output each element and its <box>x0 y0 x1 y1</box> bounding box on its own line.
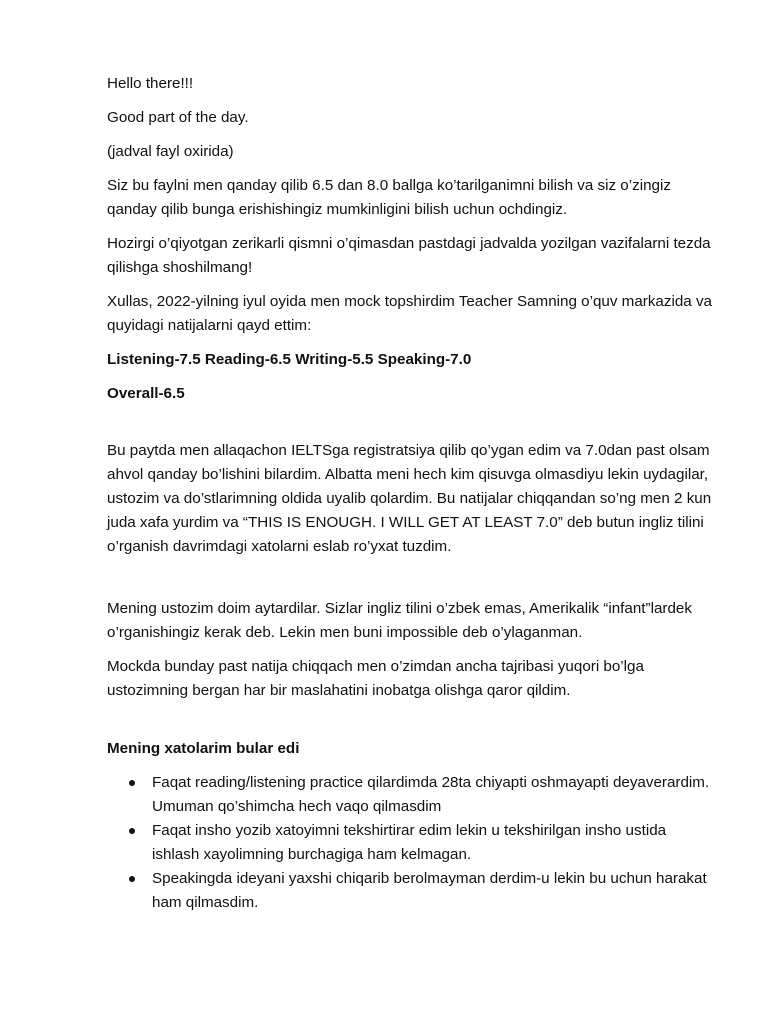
decision-paragraph: Mockda bunday past natija chiqqach men o’zimdan ancha tajribasi yuqori bo’lga ustozimning bergan har bir maslahatini inobatga olishga qaror qildim. <box>107 658 644 699</box>
intro-paragraph: Siz bu faylni men qanday qilib 6.5 dan 8.0 ballga ko’tarilganimni bilish va siz o’zingiz qanday qilib bunga erishishingiz mumkinligini bilish uchun ochdingiz. <box>107 177 671 218</box>
scores-line: Listening-7.5 Reading-6.5 Writing-5.5 Speaking-7.0 <box>107 351 472 368</box>
list-item-text: Faqat reading/listening practice qilardimda 28ta chiyapti oshmayapti deyaverardim. Umuman qo’shimcha hech vaqo qilmasdim <box>152 774 710 815</box>
document-page <box>107 72 717 915</box>
bullet-icon <box>129 780 135 786</box>
list-item <box>107 819 717 867</box>
mistakes-heading: Mening xatolarim bular edi <box>107 740 300 757</box>
warning-paragraph: Hozirgi o’qiyotgan zerikarli qismni o’qimasdan pastdagi jadvalda yozilgan vazifalarni tezda qilishga shoshilmang! <box>107 235 711 276</box>
bullet-icon <box>129 828 135 834</box>
list-item-text: Faqat insho yozib xatoyimni tekshirtirar edim lekin u tekshirilgan insho ustida ishlash xayolimning burchagiga ham kelmagan. <box>152 822 667 863</box>
mistakes-list <box>107 771 717 915</box>
bullet-icon <box>129 876 135 882</box>
teacher-paragraph: Mening ustozim doim aytardilar. Sizlar ingliz tilini o’zbek emas, Amerikalik “infant”lardek o’rganishingiz kerak deb. Lekin men buni impossible deb o’ylaganman. <box>107 600 692 641</box>
table-note-line: (jadval fayl oxirida) <box>107 143 234 160</box>
salutation-line: Good part of the day. <box>107 109 249 126</box>
overall-line: Overall-6.5 <box>107 385 185 402</box>
list-item-text: Speakingda ideyani yaxshi chiqarib berolmayman derdim-u lekin bu uchun harakat ham qilmasdim. <box>152 870 707 911</box>
list-item <box>107 867 717 915</box>
list-item <box>107 771 717 819</box>
greeting-line: Hello there!!! <box>107 75 194 92</box>
registration-paragraph: Bu paytda men allaqachon IELTSga registratsiya qilib qo’ygan edim va 7.0dan past olsam ahvol qanday bo’lishini bilardim. Albatta meni hech kim qisuvga olmasdiyu lekin uydagilar, ustozim va do’stlarimning oldida uyalib qolardim. Bu natijalar chiqqandan so’ng men 2 kun juda xafa yurdim va “THIS IS ENOUGH. I WILL GET AT LEAST 7.0” deb butun ingliz tilini o’rganish davrimdagi xatolarni eslab ro’yxat tuzdim. <box>107 442 712 555</box>
mock-paragraph: Xullas, 2022-yilning iyul oyida men mock topshirdim Teacher Samning o’quv markazida va quyidagi natijalarni qayd ettim: <box>107 293 712 334</box>
